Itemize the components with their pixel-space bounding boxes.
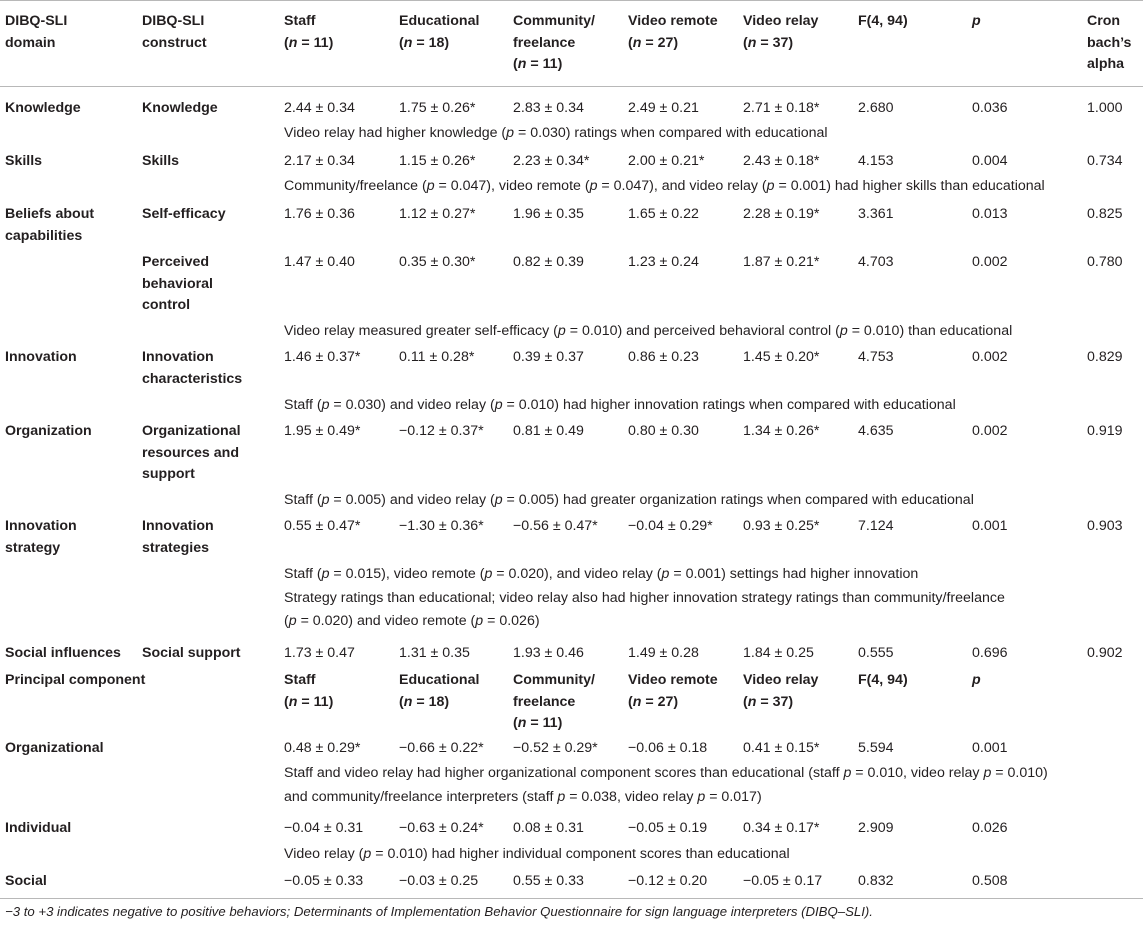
value-p: 0.002 — [972, 254, 1008, 270]
pc-header-f: F(4, 94) — [858, 672, 908, 688]
value-f: 2.680 — [858, 100, 894, 116]
value-alpha: 0.780 — [1087, 254, 1123, 270]
row-note: Staff and video relay had higher organizational component scores than educational (staff p = 0.010, video relay p = 0.010) and community/freelance interpreters (staff p = 0.038, video relay p = 0.017) — [284, 765, 1048, 805]
value-educational: 1.31 ± 0.35 — [399, 645, 470, 661]
value-staff: 1.76 ± 0.36 — [284, 206, 355, 222]
construct-cell: Innovation strategies — [142, 518, 214, 556]
value-community: 1.96 ± 0.35 — [513, 206, 584, 222]
value-educational: −0.66 ± 0.22* — [399, 740, 484, 756]
value-video-relay: 1.34 ± 0.26* — [743, 423, 820, 439]
value-staff: −0.04 ± 0.31 — [284, 820, 364, 836]
value-community: −0.52 ± 0.29* — [513, 740, 598, 756]
value-p: 0.013 — [972, 206, 1008, 222]
row-note: Video relay (p = 0.010) had higher individual component scores than educational — [284, 846, 790, 862]
construct-cell: Innovation characteristics — [142, 349, 243, 387]
value-community: 0.39 ± 0.37 — [513, 349, 584, 365]
value-p: 0.508 — [972, 873, 1008, 889]
value-staff: 1.73 ± 0.47 — [284, 645, 355, 661]
value-community: 0.81 ± 0.49 — [513, 423, 584, 439]
pc-label: Organizational — [5, 740, 104, 756]
value-f: 0.832 — [858, 873, 894, 889]
value-f: 3.361 — [858, 206, 894, 222]
value-alpha: 0.903 — [1087, 518, 1123, 534]
table-bottom-rule — [0, 898, 1143, 899]
value-video-relay: 2.43 ± 0.18* — [743, 153, 820, 169]
domain-cell: Knowledge — [5, 100, 81, 116]
value-community: 1.93 ± 0.46 — [513, 645, 584, 661]
row-note: Staff (p = 0.015), video remote (p = 0.020), and video relay (p = 0.001) settings had higher innovation Strategy ratings than educational; video relay also had higher innovation strategy ratings than community/freelance (p = 0.020) and video remote (p = 0.026) — [284, 566, 1005, 629]
value-alpha: 1.000 — [1087, 100, 1123, 116]
header-p: p — [972, 13, 981, 29]
value-video-relay: 2.71 ± 0.18* — [743, 100, 820, 116]
value-educational: −0.12 ± 0.37* — [399, 423, 484, 439]
construct-cell: Perceived behavioral control — [142, 254, 213, 313]
domain-cell: Skills — [5, 153, 43, 169]
pc-header-community: Community/ freelance (n = 11) — [513, 672, 595, 731]
header-domain: DIBQ-SLI domain — [5, 13, 68, 51]
value-video-relay: 2.28 ± 0.19* — [743, 206, 820, 222]
value-staff: 0.48 ± 0.29* — [284, 740, 361, 756]
value-f: 4.153 — [858, 153, 894, 169]
value-video-relay: 1.87 ± 0.21* — [743, 254, 820, 270]
value-staff: 1.47 ± 0.40 — [284, 254, 355, 270]
pc-header-p: p — [972, 672, 981, 688]
value-p: 0.001 — [972, 740, 1008, 756]
value-f: 0.555 — [858, 645, 894, 661]
value-video-remote: 2.00 ± 0.21* — [628, 153, 705, 169]
value-f: 2.909 — [858, 820, 894, 836]
value-staff: 1.95 ± 0.49* — [284, 423, 361, 439]
value-alpha: 0.825 — [1087, 206, 1123, 222]
value-video-relay: 1.84 ± 0.25 — [743, 645, 814, 661]
domain-cell: Innovation — [5, 349, 77, 365]
header-educational: Educational (n = 18) — [399, 13, 480, 51]
value-p: 0.001 — [972, 518, 1008, 534]
domain-cell: Social influences — [5, 645, 121, 661]
pc-header-video-relay: Video relay (n = 37) — [743, 672, 819, 710]
value-video-relay: 1.45 ± 0.20* — [743, 349, 820, 365]
table-top-rule — [0, 0, 1143, 1]
value-f: 7.124 — [858, 518, 894, 534]
value-alpha: 0.902 — [1087, 645, 1123, 661]
value-p: 0.002 — [972, 349, 1008, 365]
pc-header-educational: Educational (n = 18) — [399, 672, 480, 710]
value-alpha: 0.919 — [1087, 423, 1123, 439]
value-community: −0.56 ± 0.47* — [513, 518, 598, 534]
value-video-relay: 0.34 ± 0.17* — [743, 820, 820, 836]
value-alpha: 0.829 — [1087, 349, 1123, 365]
header-staff: Staff (n = 11) — [284, 13, 334, 51]
header-rule — [0, 86, 1143, 87]
header-construct: DIBQ-SLI construct — [142, 13, 207, 51]
value-p: 0.696 — [972, 645, 1008, 661]
row-note: Staff (p = 0.030) and video relay (p = 0.010) had higher innovation ratings when compared with educational — [284, 397, 956, 413]
value-video-remote: −0.05 ± 0.19 — [628, 820, 708, 836]
construct-cell: Social support — [142, 645, 241, 661]
row-note: Video relay measured greater self-efficacy (p = 0.010) and perceived behavioral control (p = 0.010) than educational — [284, 323, 1013, 339]
table-footnote: −3 to +3 indicates negative to positive behaviors; Determinants of Implementation Behavior Questionnaire for sign language interpreters (DIBQ–SLI). — [5, 904, 873, 919]
value-video-remote: 1.65 ± 0.22 — [628, 206, 699, 222]
domain-cell: Beliefs about capabilities — [5, 206, 95, 244]
value-p: 0.026 — [972, 820, 1008, 836]
construct-cell: Skills — [142, 153, 180, 169]
header-f: F(4, 94) — [858, 13, 908, 29]
value-video-remote: 0.80 ± 0.30 — [628, 423, 699, 439]
value-video-remote: −0.06 ± 0.18 — [628, 740, 708, 756]
value-video-remote: −0.12 ± 0.20 — [628, 873, 708, 889]
header-community: Community/ freelance (n = 11) — [513, 13, 595, 72]
row-note: Staff (p = 0.005) and video relay (p = 0.005) had greater organization ratings when compared with educational — [284, 492, 974, 508]
pc-header-video-remote: Video remote (n = 27) — [628, 672, 718, 710]
pc-header-staff: Staff (n = 11) — [284, 672, 334, 710]
value-staff: 1.46 ± 0.37* — [284, 349, 361, 365]
value-p: 0.036 — [972, 100, 1008, 116]
value-educational: −1.30 ± 0.36* — [399, 518, 484, 534]
domain-cell: Innovation strategy — [5, 518, 77, 556]
value-f: 5.594 — [858, 740, 894, 756]
pc-header-label: Principal component — [5, 672, 146, 688]
value-f: 4.703 — [858, 254, 894, 270]
value-video-remote: 2.49 ± 0.21 — [628, 100, 699, 116]
value-video-relay: −0.05 ± 0.17 — [743, 873, 823, 889]
value-f: 4.635 — [858, 423, 894, 439]
value-educational: −0.63 ± 0.24* — [399, 820, 484, 836]
value-video-remote: 1.49 ± 0.28 — [628, 645, 699, 661]
pc-label: Individual — [5, 820, 72, 836]
value-community: 0.08 ± 0.31 — [513, 820, 584, 836]
value-educational: −0.03 ± 0.25 — [399, 873, 479, 889]
value-f: 4.753 — [858, 349, 894, 365]
value-community: 2.83 ± 0.34 — [513, 100, 584, 116]
value-community: 0.82 ± 0.39 — [513, 254, 584, 270]
value-educational: 1.15 ± 0.26* — [399, 153, 476, 169]
value-staff: 2.17 ± 0.34 — [284, 153, 355, 169]
value-alpha: 0.734 — [1087, 153, 1123, 169]
value-community: 2.23 ± 0.34* — [513, 153, 590, 169]
row-note: Video relay had higher knowledge (p = 0.030) ratings when compared with educational — [284, 125, 828, 141]
pc-label: Social — [5, 873, 47, 889]
value-video-remote: 1.23 ± 0.24 — [628, 254, 699, 270]
value-staff: 2.44 ± 0.34 — [284, 100, 355, 116]
header-video-relay: Video relay (n = 37) — [743, 13, 819, 51]
value-educational: 1.75 ± 0.26* — [399, 100, 476, 116]
value-video-remote: −0.04 ± 0.29* — [628, 518, 713, 534]
construct-cell: Knowledge — [142, 100, 218, 116]
header-video-remote: Video remote (n = 27) — [628, 13, 718, 51]
value-educational: 0.35 ± 0.30* — [399, 254, 476, 270]
construct-cell: Self-efficacy — [142, 206, 226, 222]
value-p: 0.002 — [972, 423, 1008, 439]
value-staff: −0.05 ± 0.33 — [284, 873, 364, 889]
header-alpha: Cron bach’s alpha — [1087, 13, 1132, 72]
value-video-relay: 0.93 ± 0.25* — [743, 518, 820, 534]
value-video-relay: 0.41 ± 0.15* — [743, 740, 820, 756]
value-p: 0.004 — [972, 153, 1008, 169]
value-educational: 1.12 ± 0.27* — [399, 206, 476, 222]
value-video-remote: 0.86 ± 0.23 — [628, 349, 699, 365]
construct-cell: Organizational resources and support — [142, 423, 241, 482]
value-community: 0.55 ± 0.33 — [513, 873, 584, 889]
value-educational: 0.11 ± 0.28* — [399, 349, 475, 365]
row-note: Community/freelance (p = 0.047), video remote (p = 0.047), and video relay (p = 0.001) had higher skills than educational — [284, 178, 1045, 194]
domain-cell: Organization — [5, 423, 92, 439]
value-staff: 0.55 ± 0.47* — [284, 518, 361, 534]
